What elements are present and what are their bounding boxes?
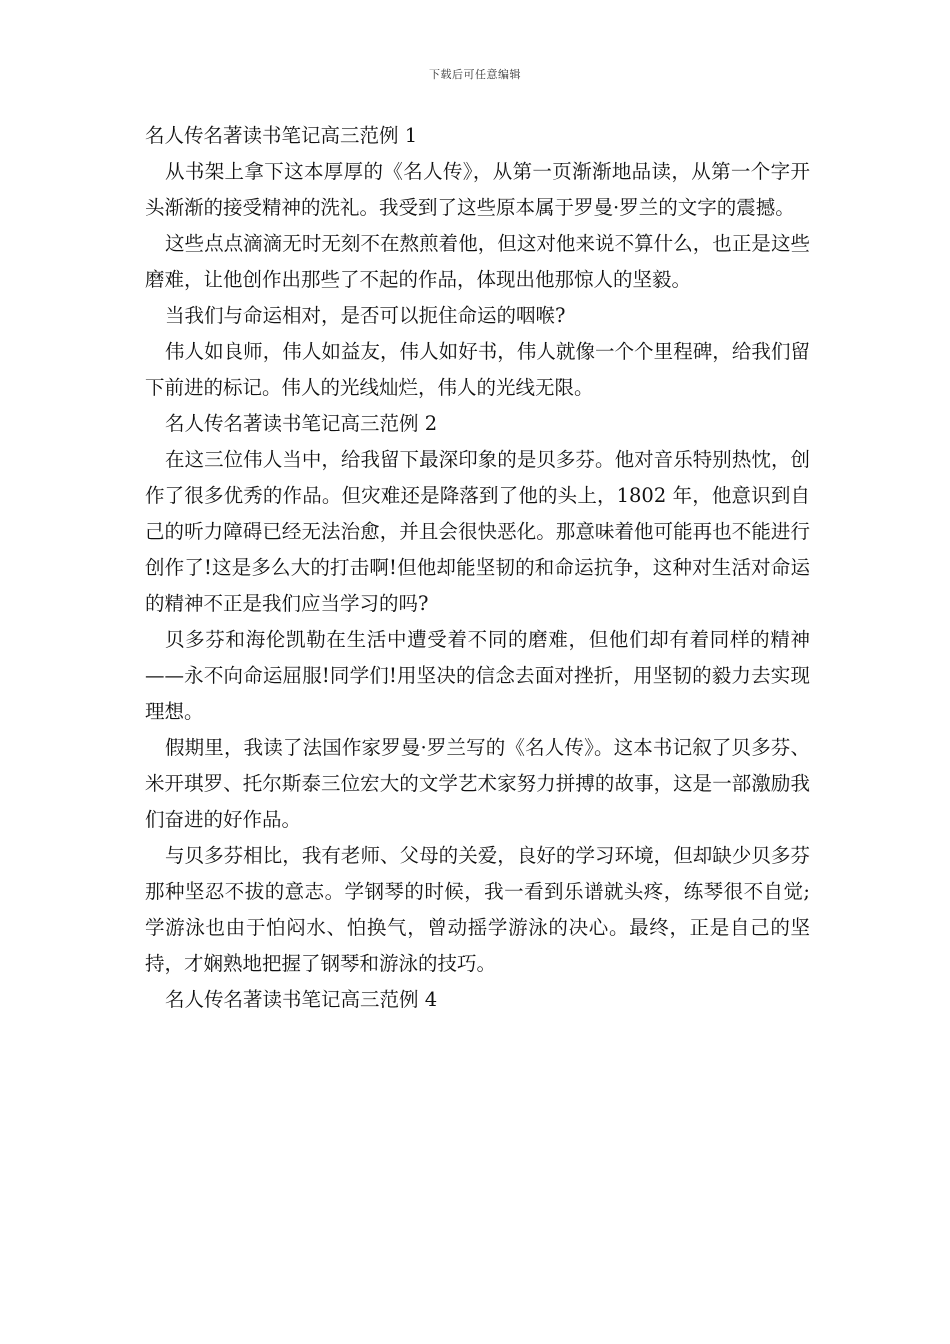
paragraph: 与贝多芬相比，我有老师、父母的关爱，良好的学习环境，但却缺少贝多芬那种坚忍不拔的意志。学钢琴的时候，我一看到乐谱就头疼，练琴很不自觉;学游泳也由于怕闷水、怕换气，曾动摇学游泳的决心。最终，正是自己的坚持，才娴熟地把握了钢琴和游泳的技巧。 <box>145 844 810 975</box>
paragraph: 伟人如良师，伟人如益友，伟人如好书，伟人就像一个个里程碑，给我们留下前进的标记。伟人的光线灿烂，伟人的光线无限。 <box>145 340 810 399</box>
paragraph: 假期里，我读了法国作家罗曼·罗兰写的《名人传》。这本书记叙了贝多芬、米开琪罗、托尔斯泰三位宏大的文学艺术家努力拼搏的故事，这是一部激励我们奋进的好作品。 <box>145 736 810 831</box>
document-body <box>145 118 810 1018</box>
section-title: 名人传名著读书笔记高三范例 2 <box>165 412 438 435</box>
section-title: 名人传名著读书笔记高三范例 4 <box>165 988 438 1011</box>
paragraph: 当我们与命运相对，是否可以扼住命运的咽喉? <box>165 304 566 327</box>
page-header: 下载后可任意编辑 <box>429 68 521 81</box>
paragraph: 从书架上拿下这本厚厚的《名人传》，从第一页渐渐地品读，从第一个字开头渐渐的接受精神的洗礼。我受到了这些原本属于罗曼·罗兰的文字的震撼。 <box>145 160 810 219</box>
section-title: 名人传名著读书笔记高三范例 1 <box>145 124 418 147</box>
paragraph: 在这三位伟人当中，给我留下最深印象的是贝多芬。他对音乐特别热忱，创作了很多优秀的作品。但灾难还是降落到了他的头上，1802 年，他意识到自己的听力障碍已经无法治愈，并且会很快恶化。那意味着他可能再也不能进行创作了!这是多么大的打击啊!但他却能坚韧的和命运抗争，这种对生活对命运的精神不正是我们应当学习的吗? <box>145 448 810 615</box>
paragraph: 这些点点滴滴无时无刻不在熬煎着他，但这对他来说不算什么，也正是这些磨难，让他创作出那些了不起的作品，体现出他那惊人的坚毅。 <box>145 232 810 291</box>
paragraph: 贝多芬和海伦凯勒在生活中遭受着不同的磨难，但他们却有着同样的精神——永不向命运屈服!同学们!用坚决的信念去面对挫折，用坚韧的毅力去实现理想。 <box>145 628 810 723</box>
